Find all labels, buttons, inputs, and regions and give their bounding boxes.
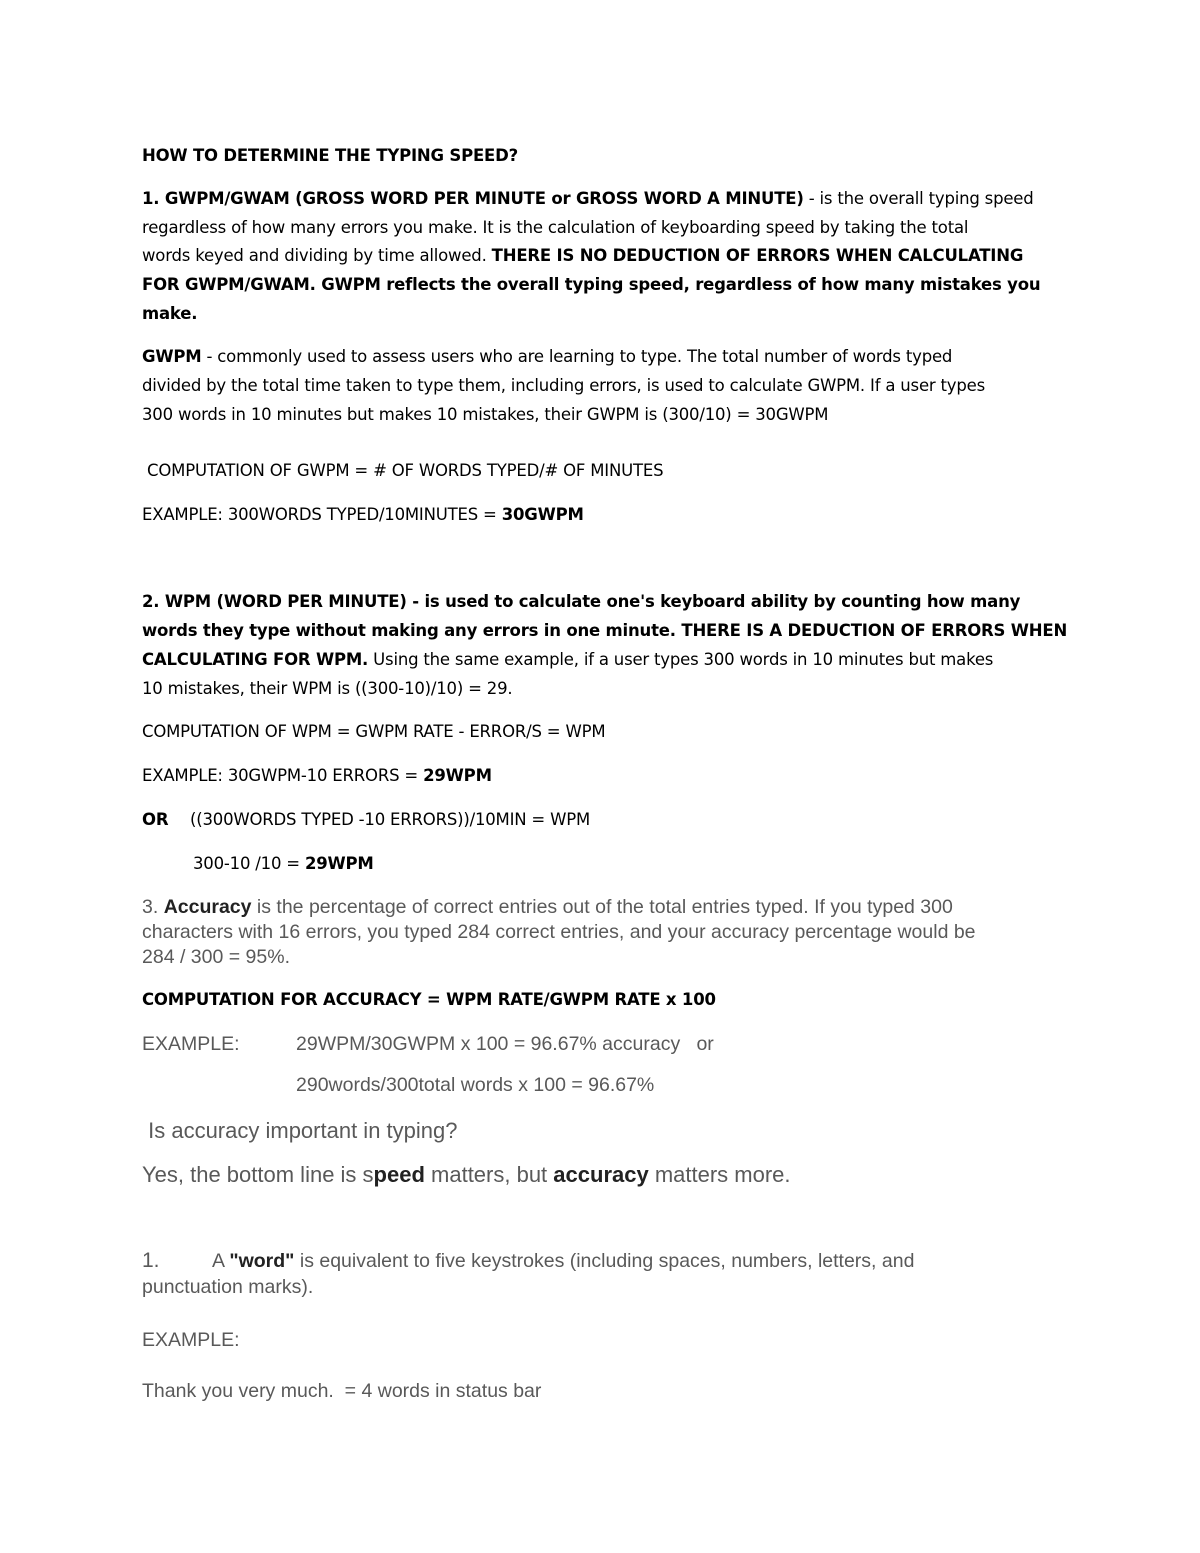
accuracy-question: Is accuracy important in typing? — [142, 1118, 458, 1143]
paragraph-line: GWPM - commonly used to assess users who are learning to type. The total number of words typed — [142, 347, 953, 366]
example-line: 290words/300total words x 100 = 96.67% — [296, 1074, 655, 1096]
paragraph-line: words keyed and dividing by time allowed. THERE IS NO DEDUCTION OF ERRORS WHEN CALCULATING — [142, 246, 1024, 265]
paragraph-line: 2. WPM (WORD PER MINUTE) - is used to calculate one's keyboard ability by counting how many — [142, 592, 1021, 611]
wpm-or-formula: ((300WORDS TYPED -10 ERRORS))/10MIN = WPM — [190, 810, 591, 829]
paragraph-line: A "word" is equivalent to five keystrokes (including spaces, numbers, letters, and — [212, 1250, 915, 1272]
paragraph-line: CALCULATING FOR WPM. Using the same example, if a user types 300 words in 10 minutes but makes — [142, 650, 994, 669]
example-line: 29WPM/30GWPM x 100 = 96.67% accuracy or — [296, 1033, 714, 1055]
accuracy-formula: COMPUTATION FOR ACCURACY = WPM RATE/GWPM RATE x 100 — [142, 990, 716, 1009]
status-bar-example: Thank you very much. = 4 words in status bar — [142, 1380, 542, 1402]
gwpm-formula: COMPUTATION OF GWPM = # OF WORDS TYPED/# OF MINUTES — [142, 461, 664, 480]
example-label: EXAMPLE: — [142, 1329, 240, 1351]
paragraph-line: punctuation marks). — [142, 1276, 314, 1298]
gwpm-example: EXAMPLE: 300WORDS TYPED/10MINUTES = 30GWPM — [142, 505, 584, 524]
wpm-calculation: 300-10 /10 = 29WPM — [193, 854, 374, 873]
paragraph-line: 3. Accuracy is the percentage of correct entries out of the total entries typed. If you typed 300 — [142, 896, 953, 918]
list-number: 1. — [142, 1249, 160, 1272]
wpm-example: EXAMPLE: 30GWPM-10 ERRORS = 29WPM — [142, 766, 492, 785]
paragraph-line: 284 / 300 = 95%. — [142, 946, 290, 968]
accuracy-answer: Yes, the bottom line is speed matters, but accuracy matters more. — [142, 1162, 791, 1187]
paragraph-line: make. — [142, 304, 198, 323]
paragraph-line: 300 words in 10 minutes but makes 10 mistakes, their GWPM is (300/10) = 30GWPM — [142, 405, 829, 424]
paragraph-line: FOR GWPM/GWAM. GWPM reflects the overall typing speed, regardless of how many mistakes you — [142, 275, 1041, 294]
paragraph-line: 10 mistakes, their WPM is ((300-10)/10) = 29. — [142, 679, 513, 698]
paragraph-line: regardless of how many errors you make. It is the calculation of keyboarding speed by taking the total — [142, 218, 969, 237]
example-label: EXAMPLE: — [142, 1033, 240, 1055]
wpm-or-line: OR — [142, 810, 169, 829]
paragraph-line: words they type without making any errors in one minute. THERE IS A DEDUCTION OF ERRORS WHEN — [142, 621, 1068, 640]
paragraph-line: 1. GWPM/GWAM (GROSS WORD PER MINUTE or GROSS WORD A MINUTE) - is the overall typing speed — [142, 189, 1034, 208]
page-heading: HOW TO DETERMINE THE TYPING SPEED? — [142, 146, 518, 165]
paragraph-line: divided by the total time taken to type them, including errors, is used to calculate GWPM. If a user types — [142, 376, 985, 395]
paragraph-line: characters with 16 errors, you typed 284 correct entries, and your accuracy percentage would be — [142, 921, 976, 943]
wpm-formula: COMPUTATION OF WPM = GWPM RATE - ERROR/S = WPM — [142, 722, 606, 741]
